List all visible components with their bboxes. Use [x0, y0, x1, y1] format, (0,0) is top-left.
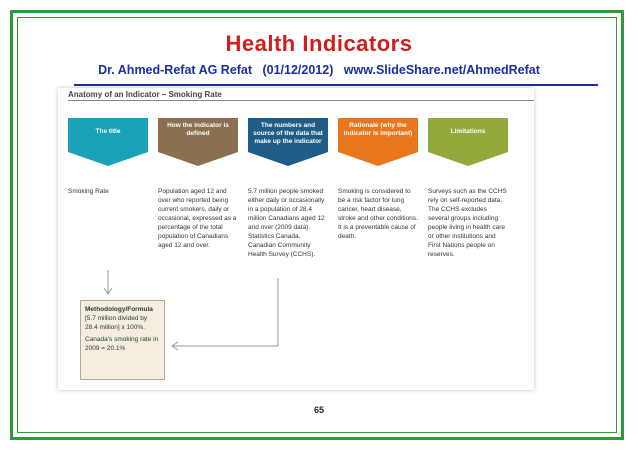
page-subtitle [0, 63, 638, 77]
site-link[interactable]: www.SlideShare.net/AhmedRefat [343, 63, 540, 77]
methodology-result: Canada's smoking rate in 2009 = 20.1% [85, 336, 159, 352]
page-number: 65 [313, 405, 324, 415]
header-rule [74, 84, 598, 86]
methodology-formula: [5.7 million divided by 28.4 million] x 100%. [85, 315, 148, 331]
column-label-definition: How the indicator is defined [167, 122, 229, 137]
column-label-data: The numbers and source of the data that make up the indicator [253, 122, 323, 145]
column-text-limitations: Surveys such as the CCHS rely on self-reported data. The CCHS excludes several groups including people living in health care or other institutions and First Nations people on reserves. [428, 188, 507, 258]
chevron-title-icon [68, 118, 148, 166]
column-text-rationale: Smoking is considered to be a risk factor for lung cancer, heart disease, stroke and other conditions. It is a preventable cause of death. [338, 188, 418, 240]
figure-rule [68, 100, 534, 101]
column-text-title: Smoking Rate [68, 188, 109, 195]
column-label-limitations: Limitations [450, 128, 486, 135]
column-label-title: The title [95, 128, 121, 135]
column-text-definition: Population aged 12 and over who reported being current smokers, daily or occasional, expressed as a percentage of the total population of Canadians aged 12 and over. [158, 188, 237, 249]
figure-title: Anatomy of an Indicator – Smoking Rate [68, 90, 222, 99]
page-title: Health Indicators [225, 31, 413, 56]
indicator-figure [58, 88, 534, 390]
column-text-data: 5.7 million people smoked either daily or occasionally in a population of 28.4 million Canadians aged 12 and over (2009 data). Statistics Canada, Canadian Community Health Survey (CCHS). [248, 188, 325, 258]
column-label-rationale: Rationale (why the indicator is important) [343, 122, 413, 137]
chevron-limitations-icon [428, 118, 508, 166]
author-name: Dr. Ahmed-Refat AG Refat [98, 63, 253, 77]
methodology-title: Methodology/Formula [85, 306, 153, 313]
methodology-box [80, 300, 165, 380]
date-text: (01/12/2012) [262, 63, 334, 77]
